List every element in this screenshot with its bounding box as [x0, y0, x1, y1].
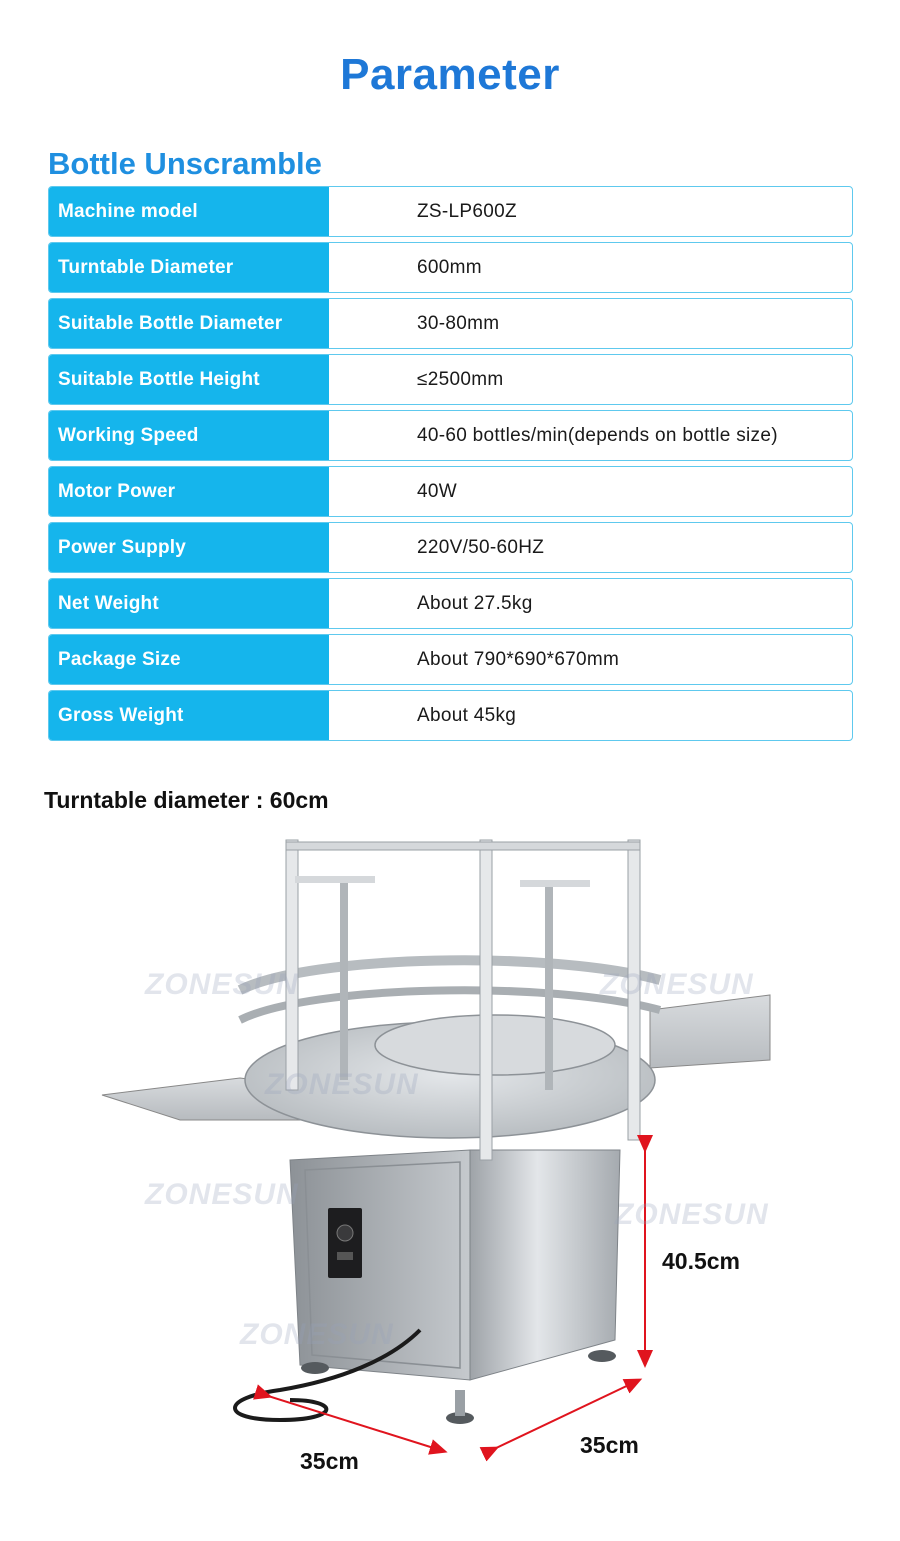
watermark: ZONESUN — [265, 1068, 419, 1101]
depth-arrow-left — [265, 1395, 440, 1450]
spec-row-power-supply — [48, 522, 853, 573]
spec-row-bottle-diameter — [48, 298, 853, 349]
depth-left-dimension-label: 35cm — [300, 1448, 359, 1474]
watermark: ZONESUN — [145, 1178, 299, 1211]
spec-value: ZS-LP600Z — [417, 200, 517, 222]
spec-label: Power Supply — [49, 523, 329, 572]
spec-label: Package Size — [49, 635, 329, 684]
spec-label: Machine model — [49, 187, 329, 236]
spec-row-turntable-diameter — [48, 242, 853, 293]
spec-label: Working Speed — [49, 411, 329, 460]
turntable-caption: Turntable diameter : 60cm — [44, 787, 329, 813]
spec-value: 40W — [417, 480, 457, 502]
spec-row-bottle-height — [48, 354, 853, 405]
spec-label: Motor Power — [49, 467, 329, 516]
spec-label: Suitable Bottle Diameter — [49, 299, 329, 348]
spec-row-net-weight — [48, 578, 853, 629]
spec-value: 220V/50-60HZ — [417, 536, 545, 558]
page-title: Parameter — [340, 50, 560, 99]
spec-value: 600mm — [417, 256, 482, 278]
spec-value: 40-60 bottles/min(depends on bottle size) — [417, 424, 778, 446]
spec-row-gross-weight — [48, 690, 853, 741]
spec-value: About 790*690*670mm — [417, 648, 620, 670]
watermark: ZONESUN — [240, 1318, 394, 1351]
spec-value: About 45kg — [417, 704, 517, 726]
depth-right-dimension-label: 35cm — [580, 1432, 639, 1458]
spec-table — [48, 186, 853, 746]
spec-label: Net Weight — [49, 579, 329, 628]
control-panel — [328, 1208, 362, 1278]
guard-rail — [240, 960, 660, 990]
right-side-table — [650, 995, 770, 1068]
machine-illustration — [90, 820, 810, 1510]
guard-rail-lower — [240, 990, 660, 1020]
spec-value: About 27.5kg — [417, 592, 533, 614]
spec-label: Suitable Bottle Height — [49, 355, 329, 404]
watermark: ZONESUN — [145, 968, 299, 1001]
spec-label: Gross Weight — [49, 691, 329, 740]
spec-label: Turntable Diameter — [49, 243, 329, 292]
watermark: ZONESUN — [600, 968, 754, 1001]
section-title: Bottle Unscramble — [48, 146, 322, 181]
height-dimension-label: 40.5cm — [662, 1248, 741, 1274]
spec-row-package-size — [48, 634, 853, 685]
spec-value: 30-80mm — [417, 312, 500, 334]
spec-value: ≤2500mm — [417, 368, 504, 390]
watermark: ZONESUN — [615, 1198, 769, 1231]
spec-row-motor-power — [48, 466, 853, 517]
spec-row-working-speed — [48, 410, 853, 461]
turntable-inner-disc — [375, 1015, 615, 1075]
spec-row-machine-model — [48, 186, 853, 237]
